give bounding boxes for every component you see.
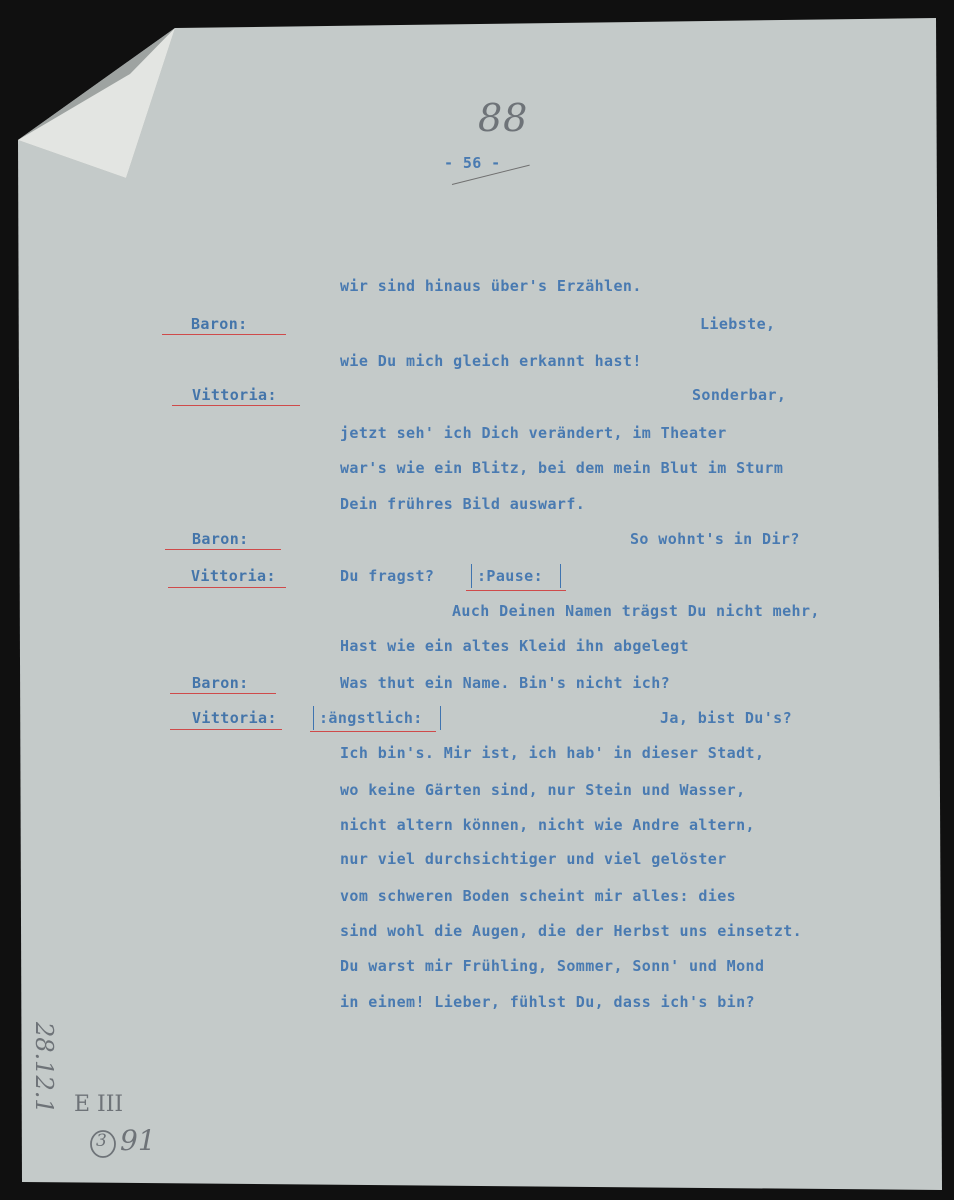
verse-line: Sonderbar, xyxy=(692,386,787,404)
verse-line: Was thut ein Name. Bin's nicht ich? xyxy=(340,674,671,692)
pencil-page-number: 88 xyxy=(478,96,529,140)
verse-line: Hast wie ein altes Kleid ihn abgelegt xyxy=(340,637,689,655)
verse-line: nicht altern können, nicht wie Andre altern, xyxy=(340,816,755,834)
speaker-underline xyxy=(165,549,281,550)
stage-direction-bracket-close xyxy=(440,706,441,730)
verse-line: wo keine Gärten sind, nur Stein und Wasser, xyxy=(340,781,746,799)
verse-line: Liebste, xyxy=(700,315,776,333)
signature-mark-note: E III xyxy=(74,1092,124,1117)
speaker-label: Baron: xyxy=(191,315,248,333)
stage-direction-underline xyxy=(310,731,436,732)
speaker-label: Baron: xyxy=(192,530,249,548)
verse-line: wie Du mich gleich erkannt hast! xyxy=(340,352,642,370)
speaker-underline xyxy=(168,587,286,588)
speaker-underline xyxy=(170,729,282,730)
verse-line: nur viel durchsichtiger und viel gelöster xyxy=(340,850,727,868)
folio-number-note: 91 xyxy=(120,1124,156,1157)
verse-line: Dein frühres Bild auswarf. xyxy=(340,495,586,513)
speaker-label: Vittoria: xyxy=(192,386,277,404)
stage-direction: :Pause: xyxy=(477,567,544,585)
verse-line: wir sind hinaus über's Erzählen. xyxy=(340,277,642,295)
folio-circle-number: 3 xyxy=(96,1131,107,1151)
speaker-label: Baron: xyxy=(192,674,249,692)
verse-line: vom schweren Boden scheint mir alles: dies xyxy=(340,887,737,905)
verse-line: jetzt seh' ich Dich verändert, im Theater xyxy=(340,424,727,442)
speaker-underline xyxy=(170,693,276,694)
stage-direction-bracket-open xyxy=(471,564,472,588)
stage-direction-bracket-open xyxy=(313,706,314,730)
stage-direction-underline xyxy=(466,590,566,591)
stage-direction-bracket-close xyxy=(560,564,561,588)
verse-line: So wohnt's in Dir? xyxy=(630,530,800,548)
archive-number-note: 28.12.1 xyxy=(30,1022,58,1114)
verse-line: Auch Deinen Namen trägst Du nicht mehr, xyxy=(452,602,820,620)
verse-line: in einem! Lieber, fühlst Du, dass ich's bin? xyxy=(340,993,755,1011)
verse-line: Ja, bist Du's? xyxy=(660,709,793,727)
verse-line: sind wohl die Augen, die der Herbst uns einsetzt. xyxy=(340,922,803,940)
verse-line: war's wie ein Blitz, bei dem mein Blut im Sturm xyxy=(340,459,784,477)
verse-line: Du warst mir Frühling, Sommer, Sonn' und Mond xyxy=(340,957,765,975)
typed-page-number: - 56 - xyxy=(444,154,501,172)
stage-direction: :ängstlich: xyxy=(319,709,423,727)
verse-line: Du fragst? xyxy=(340,567,435,585)
speaker-label: Vittoria: xyxy=(192,709,277,727)
speaker-underline xyxy=(162,334,286,335)
speaker-label: Vittoria: xyxy=(191,567,276,585)
speaker-underline xyxy=(172,405,300,406)
verse-line: Ich bin's. Mir ist, ich hab' in dieser Stadt, xyxy=(340,744,765,762)
